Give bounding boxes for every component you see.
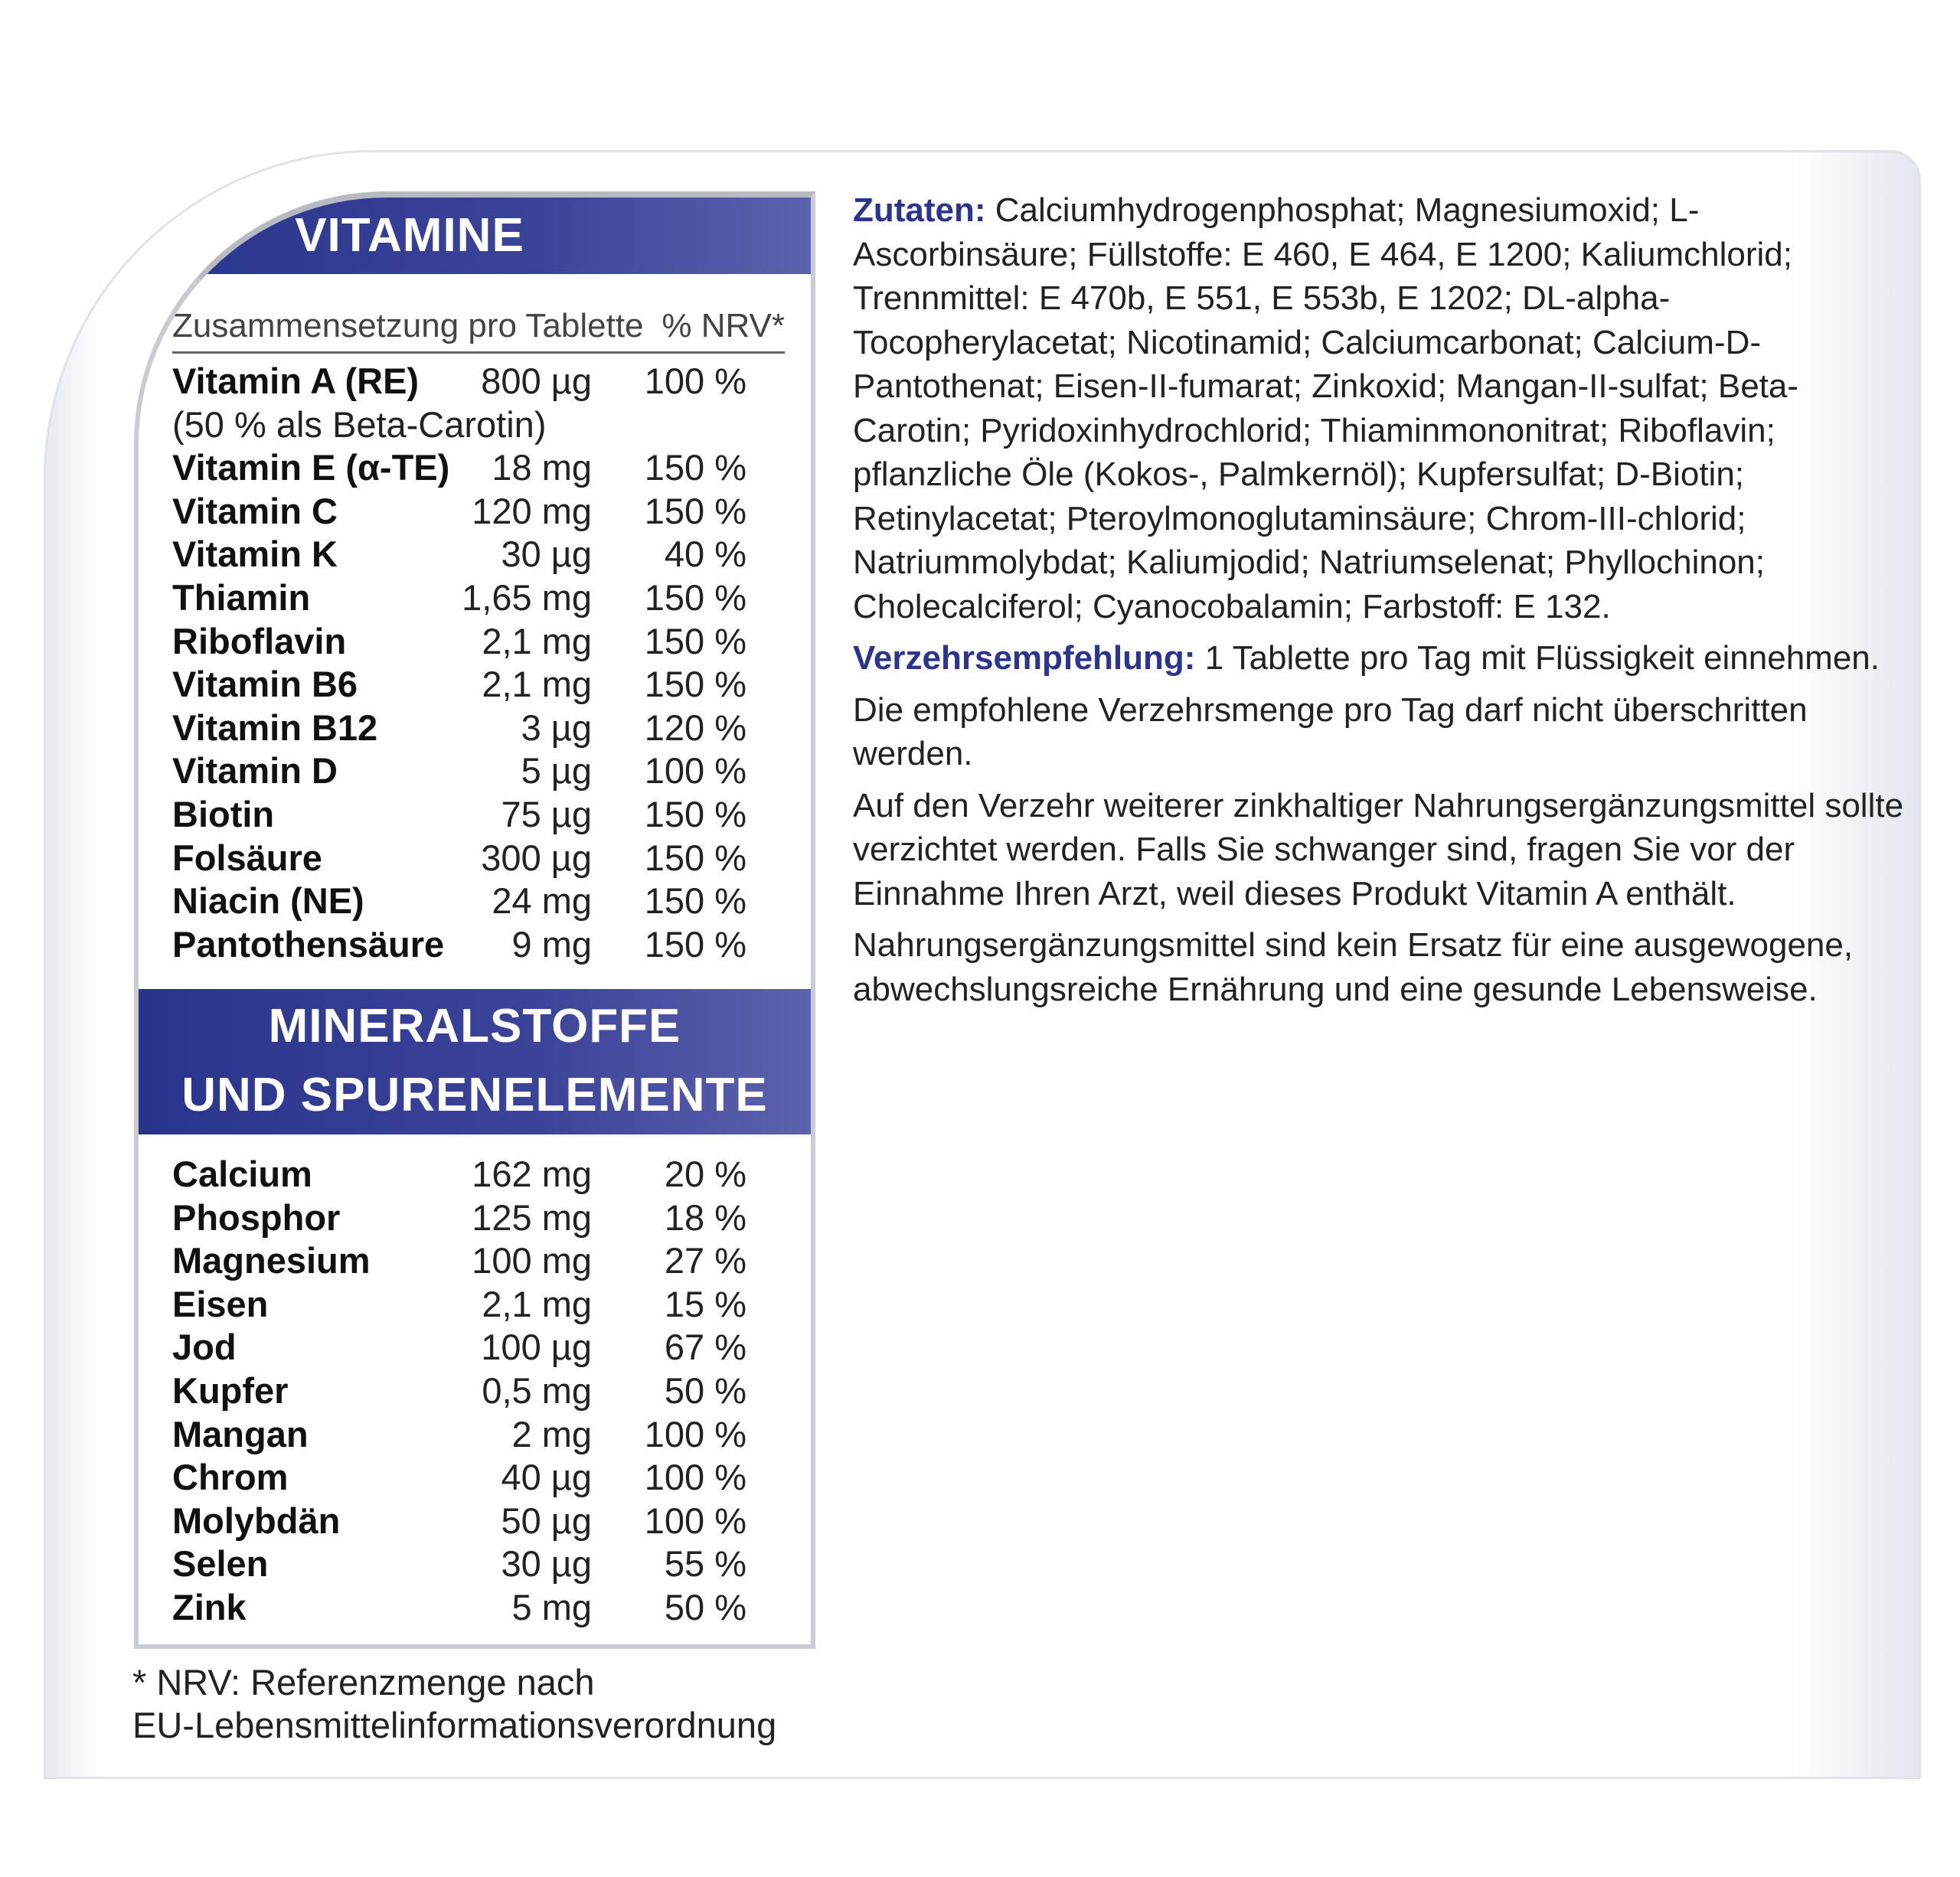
- nutrient-amount: 40 µg: [501, 1457, 592, 1498]
- note-1: Die empfohlene Verzehrsmenge pro Tag darf nicht überschritten werden.: [853, 690, 1808, 772]
- recommendation-paragraph: [853, 636, 1909, 681]
- nutrient-amount: 1,65 mg: [462, 576, 592, 618]
- nutrient-nrv: 100 %: [644, 1413, 746, 1454]
- nutrient-nrv: 27 %: [664, 1240, 746, 1281]
- minerals-title: [139, 989, 811, 1134]
- info-text: [853, 188, 1909, 1019]
- table-row: [172, 837, 800, 880]
- nutrient-name: Niacin (NE): [172, 880, 364, 922]
- table-row: [172, 1413, 800, 1457]
- vitamins-title: VITAMINE: [139, 197, 811, 274]
- nutrient-name: Zink: [172, 1586, 247, 1627]
- table-row: [172, 923, 800, 967]
- minerals-title-line2: UND SPURENELEMENTE: [181, 1069, 768, 1121]
- nutrient-nrv: 150 %: [644, 923, 746, 965]
- nutrient-name: Selen: [172, 1543, 269, 1585]
- table-row: [172, 360, 800, 403]
- nutrient-name: Thiamin: [172, 576, 311, 618]
- vitamins-rows: [172, 360, 800, 966]
- nutrient-nrv: 100 %: [644, 750, 746, 792]
- nutrient-amount: 18 mg: [492, 447, 592, 488]
- table-row: [172, 490, 800, 534]
- nutrient-name: Biotin: [172, 793, 275, 834]
- note-3: Nahrungsergänzungsmittel sind kein Ersatz für eine ausgewogene, abwechslungsreiche Ernährung und eine gesunde Lebensweise.: [853, 926, 1854, 1008]
- nutrient-name: Riboflavin: [172, 620, 347, 661]
- nutrient-name: Molybdän: [172, 1500, 341, 1541]
- nutrient-amount: 3 µg: [521, 707, 592, 748]
- nutrient-amount: 800 µg: [481, 361, 592, 401]
- nutrient-nrv: 150 %: [644, 447, 746, 488]
- nutrient-amount: 162 mg: [472, 1154, 592, 1194]
- table-row: [172, 1239, 800, 1283]
- nutrient-nrv: 120 %: [644, 707, 746, 748]
- nutrient-nrv: 150 %: [644, 576, 746, 618]
- recommendation-text: 1 Tablette pro Tag mit Flüssigkeit einnehmen.: [1204, 639, 1880, 677]
- nutrient-nrv: 18 %: [664, 1196, 746, 1238]
- nutrient-amount: 75 µg: [501, 793, 592, 834]
- nutrient-name: Vitamin K: [172, 534, 338, 575]
- table-row: [172, 446, 800, 490]
- table-row: [172, 663, 800, 707]
- nutrient-amount: 9 mg: [511, 923, 592, 965]
- ingredients-text: Calciumhydrogenphosphat; Magnesiumoxid; L-Ascorbinsäure; Füllstoffe: E 460, E 464, E 1200; Kaliumchlorid; Trennmittel: E 470b, E 551, E 553b, E 1202; DL-alpha-Tocopherylacetat; Nicotinamid; Calciumcarbonat; Calcium-D-Pantothenat; Eisen-II-fumarat; Zinkoxid; Mangan-II-sulfat; Beta-Carotin; Pyridoxinhydrochlorid; Thiaminmononitrat; Riboflavin; pflanzliche Öle (Kokos-, Palmkernöl); Kupfersulfat; D-Biotin; Retinylacetat; Pteroylmonoglutaminsäure; Chrom-III-chlorid; Natriummolybdat; Kaliumjodid; Natriumselenat; Phyllochinon; Cholecalciferol; Cyanocobalamin; Farbstoff: E 132.: [853, 191, 1799, 625]
- note-2: Auf den Verzehr weiterer zinkhaltiger Nahrungsergänzungsmittel sollte verzichtet werden. Falls Sie schwanger sind, fragen Sie vor der Einnahme Ihren Arzt, weil dieses Produkt Vitamin A enthält.: [853, 786, 1904, 912]
- nutrient-nrv: 100 %: [644, 1457, 746, 1498]
- nrv-footnote: [132, 1661, 822, 1747]
- nutrition-table: [134, 191, 815, 1649]
- nutrient-nrv: 100 %: [644, 361, 746, 401]
- nutrient-name: Vitamin C: [172, 490, 338, 531]
- ingredients-paragraph: [853, 188, 1909, 628]
- nutrient-nrv: 40 %: [664, 534, 746, 575]
- table-row: [172, 1153, 800, 1196]
- nutrient-amount: 0,5 mg: [482, 1369, 592, 1411]
- nutrient-nrv: 150 %: [644, 837, 746, 878]
- nutrient-name: Calcium: [172, 1154, 312, 1194]
- table-row: [172, 1326, 800, 1369]
- nrv-header: % NRV*: [662, 307, 785, 344]
- nutrient-amount: 5 µg: [521, 750, 592, 792]
- table-row: [172, 1196, 800, 1240]
- table-row: [172, 533, 800, 576]
- nutrient-amount: 24 mg: [492, 880, 592, 922]
- nutrient-name: Folsäure: [172, 837, 322, 878]
- nutrient-amount: 120 mg: [472, 490, 592, 531]
- table-row: [172, 1586, 800, 1630]
- nutrient-nrv: 55 %: [664, 1543, 746, 1585]
- table-row: [172, 707, 800, 750]
- recommendation-label: Verzehrsempfehlung:: [853, 639, 1196, 677]
- nutrient-amount: 30 µg: [501, 534, 592, 575]
- nutrient-name: Vitamin B12: [172, 707, 378, 748]
- minerals-rows: [172, 1153, 800, 1630]
- nutrient-name: Kupfer: [172, 1369, 289, 1411]
- nutrient-nrv: 100 %: [644, 1500, 746, 1541]
- nutrient-nrv: 150 %: [644, 490, 746, 531]
- nutrient-name: Pantothensäure: [172, 923, 445, 965]
- nutrient-amount: 5 mg: [511, 1586, 592, 1627]
- table-row: [172, 403, 800, 447]
- table-row: [172, 1283, 800, 1327]
- table-row: [172, 749, 800, 793]
- footnote-line1: * NRV: Referenzmenge nach: [132, 1662, 595, 1702]
- nutrient-nrv: 50 %: [664, 1369, 746, 1411]
- table-row: [172, 576, 800, 620]
- minerals-title-line1: MINERALSTOFFE: [268, 1000, 681, 1053]
- nutrient-amount: 300 µg: [481, 837, 592, 878]
- nutrient-name: Vitamin B6: [172, 664, 358, 705]
- table-row: [172, 1456, 800, 1500]
- nutrient-name: Jod: [172, 1327, 237, 1368]
- nutrient-name: Chrom: [172, 1457, 289, 1498]
- table-row: [172, 1369, 800, 1413]
- nutrient-amount: 30 µg: [501, 1543, 592, 1585]
- nutrient-nrv: 150 %: [644, 793, 746, 834]
- nutrient-amount: 100 µg: [481, 1327, 592, 1368]
- composition-header: Zusammensetzung pro Tablette: [172, 307, 644, 344]
- nutrient-amount: 125 mg: [472, 1196, 592, 1238]
- nutrient-nrv: 150 %: [644, 880, 746, 922]
- nutrient-name: Vitamin A (RE): [172, 361, 420, 401]
- nutrient-amount: 50 µg: [501, 1500, 592, 1541]
- nutrient-name: Vitamin D: [172, 750, 338, 792]
- nutrient-nrv: 20 %: [664, 1154, 746, 1194]
- nutrient-nrv: 50 %: [664, 1586, 746, 1627]
- nutrient-nrv: 15 %: [664, 1283, 746, 1324]
- nutrient-amount: 2 mg: [511, 1413, 592, 1454]
- nutrient-nrv: 67 %: [664, 1327, 746, 1368]
- nutrient-name: (50 % als Beta-Carotin): [172, 403, 547, 445]
- nutrient-amount: 2,1 mg: [482, 664, 592, 705]
- nutrient-nrv: 150 %: [644, 620, 746, 661]
- nutrient-name: Phosphor: [172, 1196, 341, 1238]
- table-row: [172, 1500, 800, 1543]
- table-row: [172, 1542, 800, 1586]
- nutrient-amount: 100 mg: [472, 1240, 592, 1281]
- table-row: [172, 880, 800, 923]
- nutrient-amount: 2,1 mg: [482, 620, 592, 661]
- nutrient-name: Eisen: [172, 1283, 269, 1324]
- nutrient-amount: 2,1 mg: [482, 1283, 592, 1324]
- nutrient-name: Magnesium: [172, 1240, 371, 1281]
- nutrient-nrv: 150 %: [644, 664, 746, 705]
- footnote-line2: EU-Lebensmittelinformationsverordnung: [132, 1705, 777, 1745]
- table-row: [172, 620, 800, 664]
- nutrient-name: Vitamin E (α-TE): [172, 447, 450, 488]
- nutrient-name: Mangan: [172, 1413, 309, 1454]
- ingredients-label: Zutaten:: [853, 191, 986, 229]
- vitamins-column-header: [172, 307, 785, 354]
- table-row: [172, 793, 800, 837]
